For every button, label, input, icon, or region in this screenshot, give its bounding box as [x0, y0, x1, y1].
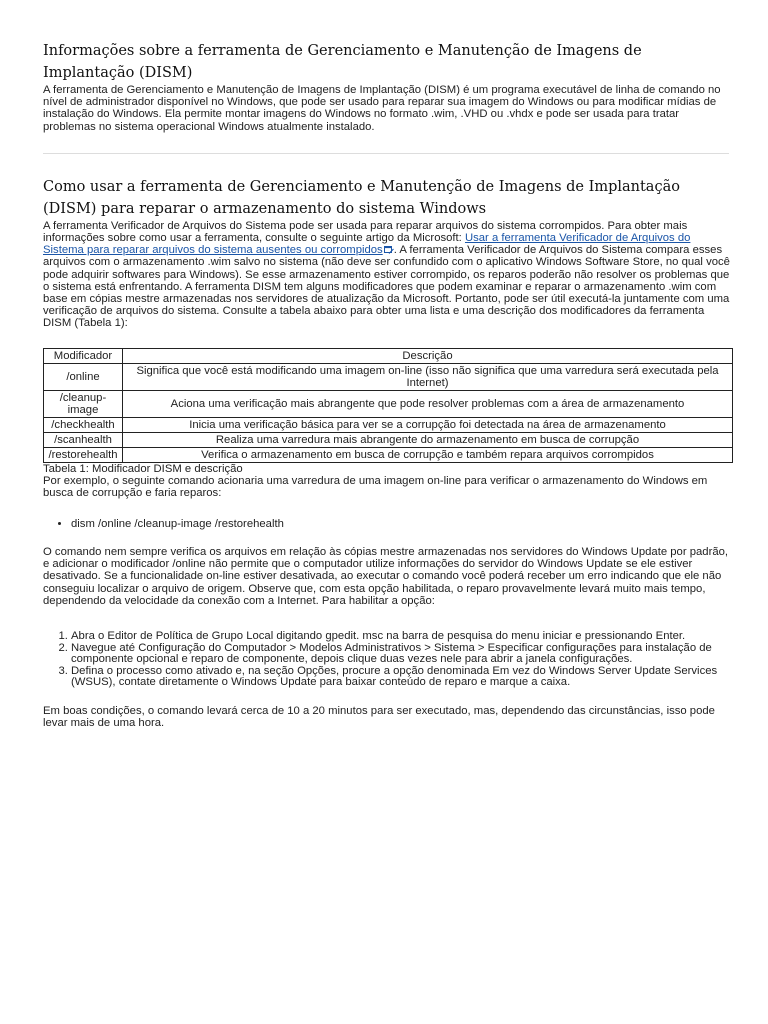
- step-item: 2. Navegue até Configuração do Computador > Modelos Administrativos > Sistema > Especificar configurações para instalação de componente opcional e reparo de componente, depois clique duas vezes nele para abrir a janela configurações.: [71, 643, 733, 666]
- dism-modifier-table: [43, 348, 733, 463]
- para-text-after-link: . A ferramenta Verificador de Arquivos do Sistema compara esses arquivos com o armazenamento .wim salvo no sistema (não deve ser confundido com o aplicativo Windows Software Store, no qual você pode adquirir softwares para Windows). Se esse armazenamento estiver corrompido, os reparos poderão não resolver os problemas que o sistema está enfrentando. A ferramenta DISM tem alguns modificadores que podem examinar e reparar o armazenamento .wim com base em cópias mestre armazenadas nos servidores de atualização da Microsoft. Portanto, pode ser útil executá-la juntamente com uma verificação de arquivos do sistema. Consulte a tabela abaixo para obter uma lista e uma descrição dos modificadores da ferramenta DISM (Tabela 1):: [43, 244, 730, 330]
- section2-paragraph: [43, 220, 733, 330]
- table-cell-description: Aciona uma verificação mais abrangente que pode resolver problemas com a área de armazenamento: [123, 390, 733, 417]
- table-cell-modifier: /cleanup-image: [44, 390, 123, 417]
- table-cell-description: Realiza uma varredura mais abrangente do armazenamento em busca de corrupção: [123, 432, 733, 447]
- table-row: [44, 417, 733, 432]
- table-cell-description: Verifica o armazenamento em busca de corrupção e também repara arquivos corrompidos: [123, 447, 733, 462]
- closing-paragraph: Em boas condições, o comando levará cerca de 10 a 20 minutos para ser executado, mas, dependendo das circunstâncias, isso pode levar mais de uma hora.: [43, 704, 715, 729]
- command-item: • dism /online /cleanup-image /restorehealth: [71, 518, 733, 530]
- table-row: [44, 432, 733, 447]
- para-text-before-link: A ferramenta Verificador de Arquivos do Sistema pode ser usada para reparar arquivos do sistema corrompidos. Para obter mais informações sobre como usar a ferramenta, consulte o seguinte artigo da Microsoft:: [43, 219, 688, 245]
- section-divider: [43, 153, 729, 154]
- table-cell-modifier: /restorehealth: [44, 447, 123, 462]
- command-list: [43, 518, 733, 530]
- section2-heading: Como usar a ferramenta de Gerenciamento e Manutenção de Imagens de Implantação (DISM) para reparar o armazenamento do sistema Windows: [43, 178, 680, 217]
- steps-list: [43, 631, 733, 689]
- table-row: [44, 363, 733, 390]
- article: [43, 40, 733, 729]
- external-link-icon: [384, 246, 394, 254]
- table-header-modifier: Modificador: [44, 348, 123, 363]
- table-caption: Tabela 1: Modificador DISM e descrição: [43, 462, 243, 475]
- table-cell-modifier: /scanhealth: [44, 432, 123, 447]
- table-cell-modifier: /checkhealth: [44, 417, 123, 432]
- step-item: 3. Defina o processo como ativado e, na seção Opções, procure a opção denominada Em vez do Windows Server Update Services (WSUS), contate diretamente o Windows Update para baixar conteúdo de reparo e marque a caixa.: [71, 666, 733, 689]
- section1-paragraph: A ferramenta de Gerenciamento e Manutenção de Imagens de Implantação (DISM) é um programa executável de linha de comando no nível de administrador disponível no Windows, que pode ser usado para reparar sua imagem do Windows ou para modificar mídias de instalação do Windows. Ela permite montar imagens do Windows no formato .wim, .VHD ou .vhdx e pode ser usada para tratar problemas no sistema operacional Windows atualmente instalado.: [43, 84, 721, 133]
- table-row: [44, 390, 733, 417]
- table-cell-description: Inicia uma verificação básica para ver se a corrupção foi detectada na área de armazenamento: [123, 417, 733, 432]
- step-item: 1. Abra o Editor de Política de Grupo Local digitando gpedit. msc na barra de pesquisa do menu iniciar e pressionando Enter.: [71, 631, 733, 643]
- section1-heading: Informações sobre a ferramenta de Gerenciamento e Manutenção de Imagens de Implantação (DISM): [43, 43, 642, 81]
- table-cell-modifier: /online: [44, 363, 123, 390]
- table-cell-description: Significa que você está modificando uma imagem on-line (isso não significa que uma varredura será executada pela Internet): [123, 363, 733, 390]
- table-header-description: Descrição: [123, 348, 733, 363]
- note-paragraph: O comando nem sempre verifica os arquivos em relação às cópias mestre armazenadas nos servidores do Windows Update por padrão, e adicionar o modificador /online não permite que o computador utilize informações do servidor do Windows Update se ele estiver desativado. Se a funcionalidade on-line estiver desativada, ao executar o comando você poderá receber um erro indicando que ele não conseguiu localizar o arquivo de origem. Observe que, com esta opção habilitada, o reparo provavelmente levará muito mais tempo, dependendo da velocidade da conexão com a Internet. Para habilitar a opção:: [43, 546, 729, 607]
- example-paragraph: Por exemplo, o seguinte comando acionaria uma varredura de uma imagem on-line para verificar o armazenamento do Windows em busca de corrupção e faria reparos:: [43, 474, 708, 499]
- sfc-article-link[interactable]: Usar a ferramenta Verificador de Arquivos do Sistema para reparar arquivos do sistema ausentes ou corrompidos: [43, 232, 691, 257]
- table-header-row: [44, 348, 733, 363]
- table-row: [44, 447, 733, 462]
